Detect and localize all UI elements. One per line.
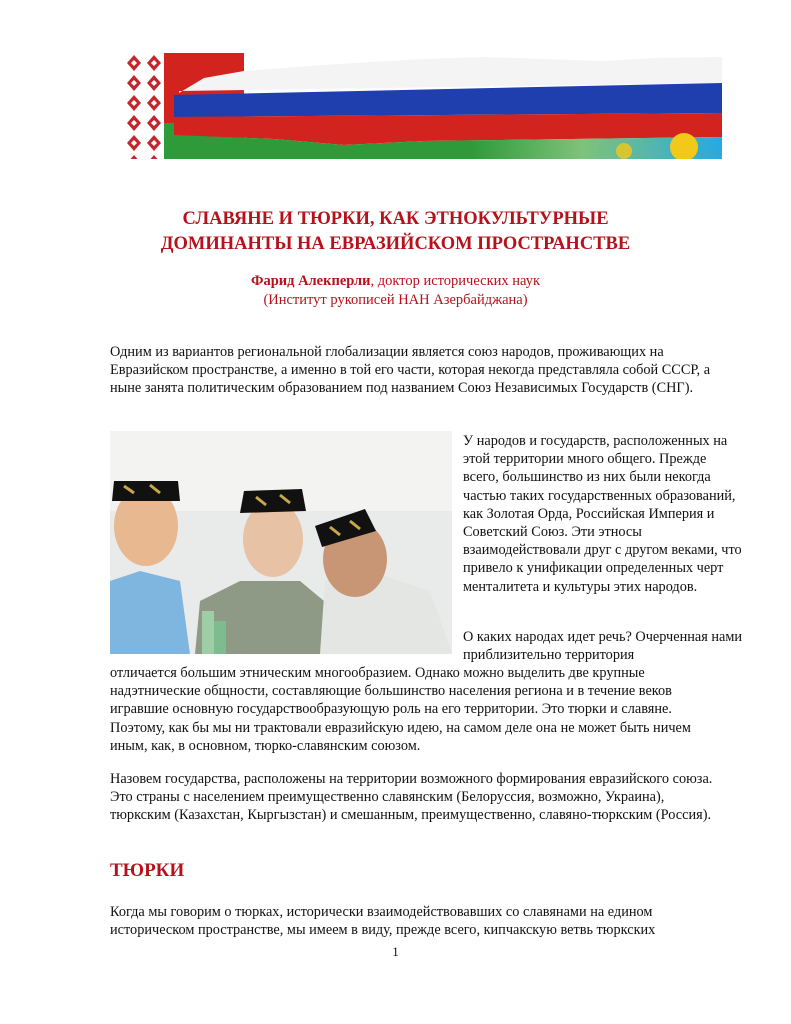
section-heading: ТЮРКИ bbox=[110, 860, 185, 881]
paragraph-peoples-cont: отличается большим этническим многообразием. Однако можно выделить две крупные надэтнические общности, составляющие большинство населения региона и в течение веков игравшие основную государствообразующую роль на его территории. Это тюрки и славяне. Поэтому, как бы мы ни трактовали евразийскую идею, на самом деле она не может быть ничем иным, как, в основном, тюрко-славянским союзом. bbox=[110, 665, 691, 754]
article-title bbox=[110, 207, 681, 257]
page-number: 1 bbox=[392, 944, 399, 959]
ornament-strip bbox=[124, 53, 164, 159]
title-line-2: ДОМИНАНТЫ НА ЕВРАЗИЙСКОМ ПРОСТРАНСТВЕ bbox=[160, 234, 631, 254]
paragraph-states: Назовем государства, расположены на территории возможного формирования евразийского союза. Это страны с населением преимущественно славянским (Белоруссия, возможно, Украина), тюркским (Казахстан, Кыргызстан) и смешанным, преимущественно, славяно-тюркским (Россия). bbox=[110, 771, 713, 824]
photo-illustration bbox=[110, 431, 452, 654]
author-block bbox=[110, 272, 681, 310]
title-line-1: СЛАВЯНЕ И ТЮРКИ, КАК ЭТНОКУЛЬТУРНЫЕ bbox=[182, 209, 609, 229]
author-affiliation: (Институт рукописей НАН Азербайджана) bbox=[263, 292, 528, 308]
photo-leaders bbox=[110, 431, 452, 654]
paragraph-intro: Одним из вариантов региональной глобализации является союз народов, проживающих на Евразийском пространстве, а именно в той его части, которая некогда представляла собой СССР, а ныне занята политическим образованием под названием Союз Независимых Государств (СНГ). bbox=[110, 344, 711, 397]
flags-map-illustration bbox=[124, 53, 722, 159]
paragraph-common: У народов и государств, расположенных на этой территории много общего. Прежде всего, большинство из них были некогда частью таких государственных образований, как Золотая Орда, Российская Империя и Советский Союз. Эти этносы взаимодействовали друг с другом веками, что привело к унификации определенных черт менталитета и культуры этих народов. bbox=[463, 433, 742, 595]
flags-banner bbox=[124, 53, 722, 159]
paragraph-peoples-start: О каких народах идет речь? Очерченная нами приблизительно территория bbox=[463, 629, 743, 664]
author-degree: , доктор исторических наук bbox=[370, 273, 541, 289]
paragraph-turks: Когда мы говорим о тюрках, исторически взаимодействовавших со славянами на едином историческом пространстве, мы имеем в виду, прежде всего, кипчакскую ветвь тюркских bbox=[110, 904, 656, 939]
author-name: Фарид Алекперли bbox=[250, 273, 371, 289]
